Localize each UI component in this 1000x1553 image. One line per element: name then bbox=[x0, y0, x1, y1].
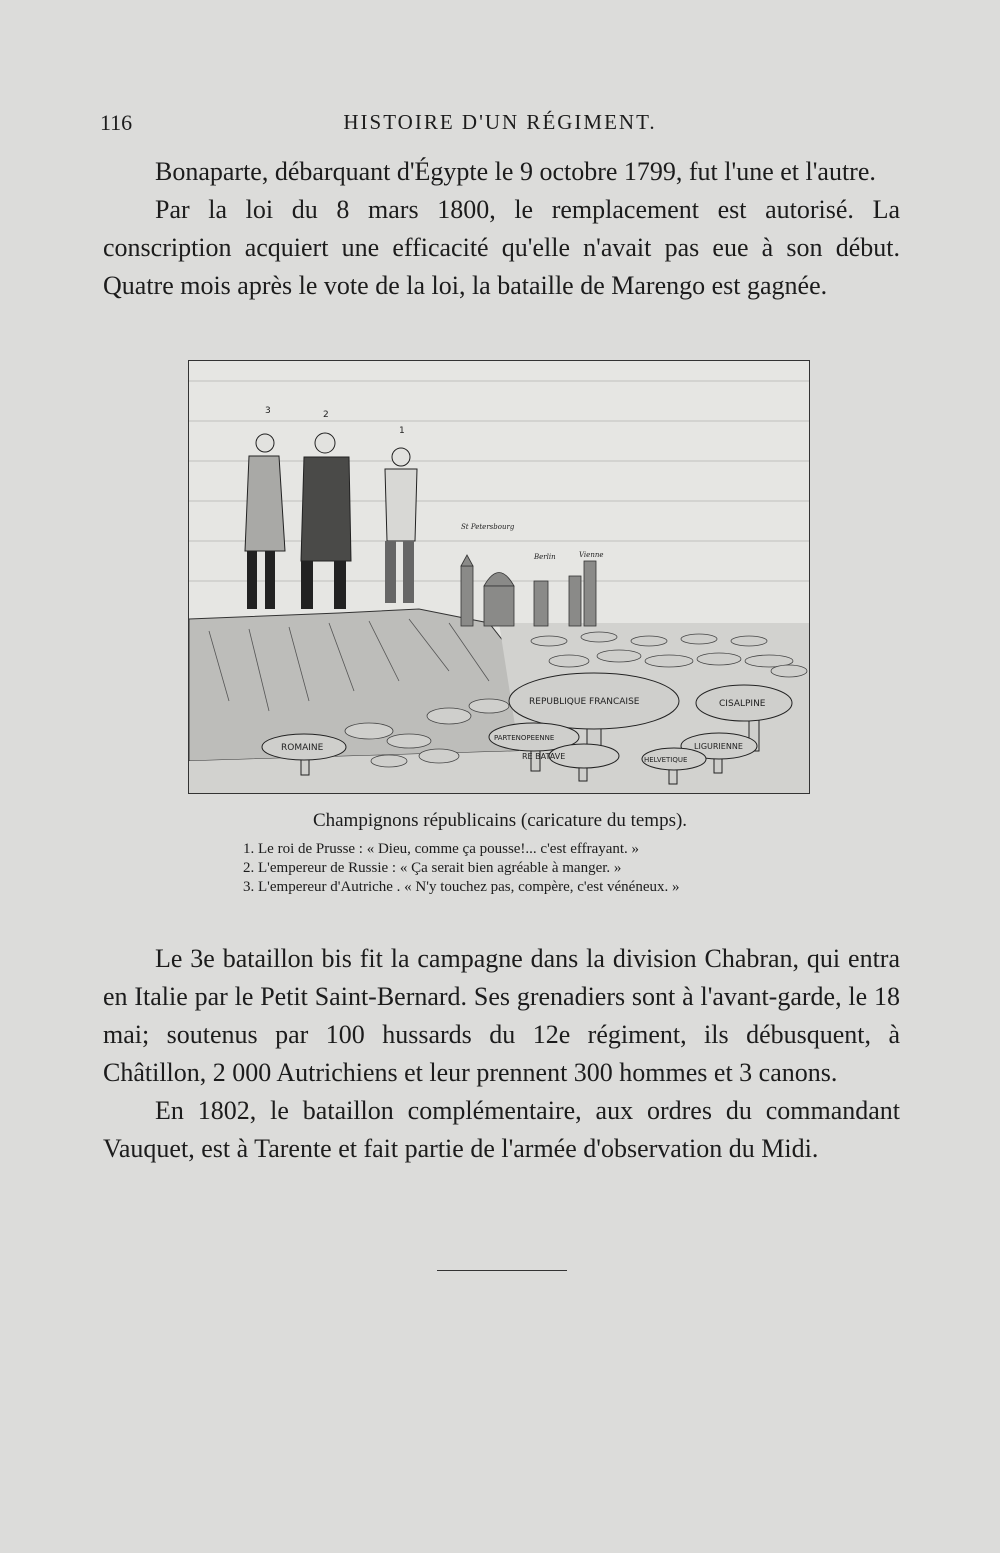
paragraph: Par la loi du 8 mars 1800, le remplacement est autorisé. La conscription acquiert une efficacité qu'elle n'avait pas eue à son début. Quatre mois après le vote de la loi, la bataille de Marengo est gagnée. bbox=[103, 195, 900, 300]
legend-item: 1. Le roi de Prusse : « Dieu, comme ça pousse!... c'est effrayant. » bbox=[243, 841, 640, 857]
section-end-rule bbox=[437, 1270, 567, 1271]
figure-caption: Champignons républicains (caricature du temps). bbox=[312, 810, 688, 831]
page-header bbox=[100, 110, 900, 140]
paragraph: Le 3e bataillon bis fit la campagne dans la division Chabran, qui entra en Italie par le Petit Saint-Bernard. Ses grenadiers sont à l'avant-garde, le 18 mai; soutenus par 100 hussards du 12e régiment, ils débusquent, à Châtillon, 2 000 Autrichiens et leur prennent 300 hommes et 3 canons. bbox=[103, 944, 900, 1087]
running-title: HISTOIRE D'UN RÉGIMENT. bbox=[343, 110, 657, 134]
mushroom-label: HELVETIQUE bbox=[644, 756, 688, 764]
paragraph: En 1802, le bataillon complémentaire, aux ordres du commandant Vauquet, est à Tarente et fait partie de l'armée d'observation du Midi. bbox=[103, 1096, 900, 1163]
figure-emperor-austria bbox=[245, 434, 285, 609]
mushroom-label: REPUBLIQUE FRANCAISE bbox=[529, 697, 640, 707]
figure-number: 3 bbox=[265, 406, 271, 416]
text-block-top bbox=[103, 153, 900, 305]
mushroom-label: LIGURIENNE bbox=[694, 742, 743, 751]
mushroom-label: ROMAINE bbox=[281, 743, 324, 753]
caricature-illustration bbox=[188, 360, 810, 794]
text-block-bottom bbox=[103, 940, 900, 1168]
illustration-drawing bbox=[189, 361, 809, 793]
city-label: Vienne bbox=[579, 551, 604, 559]
mushroom-label: RE BATAVE bbox=[522, 752, 566, 761]
legend-item: 3. L'empereur d'Autriche . « N'y touchez pas, compère, c'est vénéneux. » bbox=[243, 879, 680, 895]
mushroom-label: CISALPINE bbox=[719, 699, 766, 709]
figure-number: 1 bbox=[399, 426, 405, 436]
figure-number: 2 bbox=[323, 410, 329, 420]
page-number: 116 bbox=[100, 110, 133, 135]
paragraph: Bonaparte, débarquant d'Égypte le 9 octobre 1799, fut l'une et l'autre. bbox=[155, 157, 876, 186]
city-label: St Petersbourg bbox=[461, 523, 515, 531]
figure-legend bbox=[243, 840, 803, 897]
figure-king-prussia bbox=[385, 448, 417, 603]
legend-item: 2. L'empereur de Russie : « Ça serait bien agréable à manger. » bbox=[243, 860, 622, 876]
figure-emperor-russia bbox=[301, 433, 351, 609]
city-label: Berlin bbox=[534, 553, 556, 561]
mushroom-label: PARTENOPEENNE bbox=[494, 734, 555, 742]
